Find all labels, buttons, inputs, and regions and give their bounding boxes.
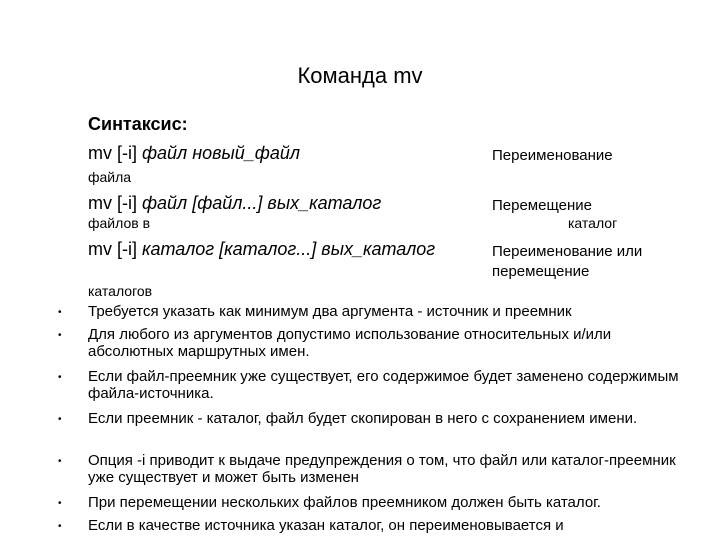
bullet-marker: • — [58, 307, 62, 318]
command-description-continuation: каталогов — [88, 283, 153, 299]
command-description: Перемещение — [492, 197, 592, 214]
command-args: файл [файл...] вых_каталог — [142, 193, 382, 213]
bullet-text: Если файл-преемник уже существует, его содержимое будет заменено содержимым файла-источника. — [88, 368, 679, 402]
command-rename-file — [88, 143, 300, 164]
bullet-marker: • — [58, 414, 62, 425]
command-description-continuation: файла — [88, 169, 132, 185]
syntax-heading: Синтаксис: — [88, 114, 188, 134]
command-description: перемещение — [492, 263, 590, 280]
command-description: Переименование или — [492, 243, 643, 260]
command-description-continuation: каталог — [568, 215, 618, 231]
bullet-text: Если в качестве источника указан каталог, он переименовывается и — [88, 517, 564, 534]
bullet-marker: • — [58, 372, 62, 383]
bullet-text: При перемещении нескольких файлов преемником должен быть каталог. — [88, 494, 601, 511]
bullet-text: Для любого из аргументов допустимо использование относительных и/или абсолютных маршрутных имен. — [88, 326, 612, 360]
bullet-text: Опция -i приводит к выдаче предупреждения о том, что файл или каталог-преемник уже существует и может быть изменен — [88, 452, 676, 486]
command-name: mv [-i] — [88, 239, 142, 259]
bullet-marker: • — [58, 498, 62, 509]
bullet-marker: • — [58, 521, 62, 532]
command-args: каталог [каталог...] вых_каталог — [142, 239, 436, 259]
command-args: файл новый_файл — [142, 143, 301, 163]
bullet-text: Если преемник - каталог, файл будет скопирован в него с сохранением имени. — [88, 410, 638, 427]
bullet-text: Требуется указать как минимум два аргумента - источник и преемник — [88, 303, 572, 320]
command-move-files — [88, 193, 381, 214]
command-name: mv [-i] — [88, 143, 142, 163]
command-description: Переименование — [492, 147, 613, 164]
command-description-continuation: файлов в — [88, 215, 151, 231]
bullet-marker: • — [58, 456, 62, 467]
bullet-marker: • — [58, 330, 62, 341]
page-title: Команда mv — [297, 63, 423, 88]
command-move-directories — [88, 239, 435, 260]
command-name: mv [-i] — [88, 193, 142, 213]
